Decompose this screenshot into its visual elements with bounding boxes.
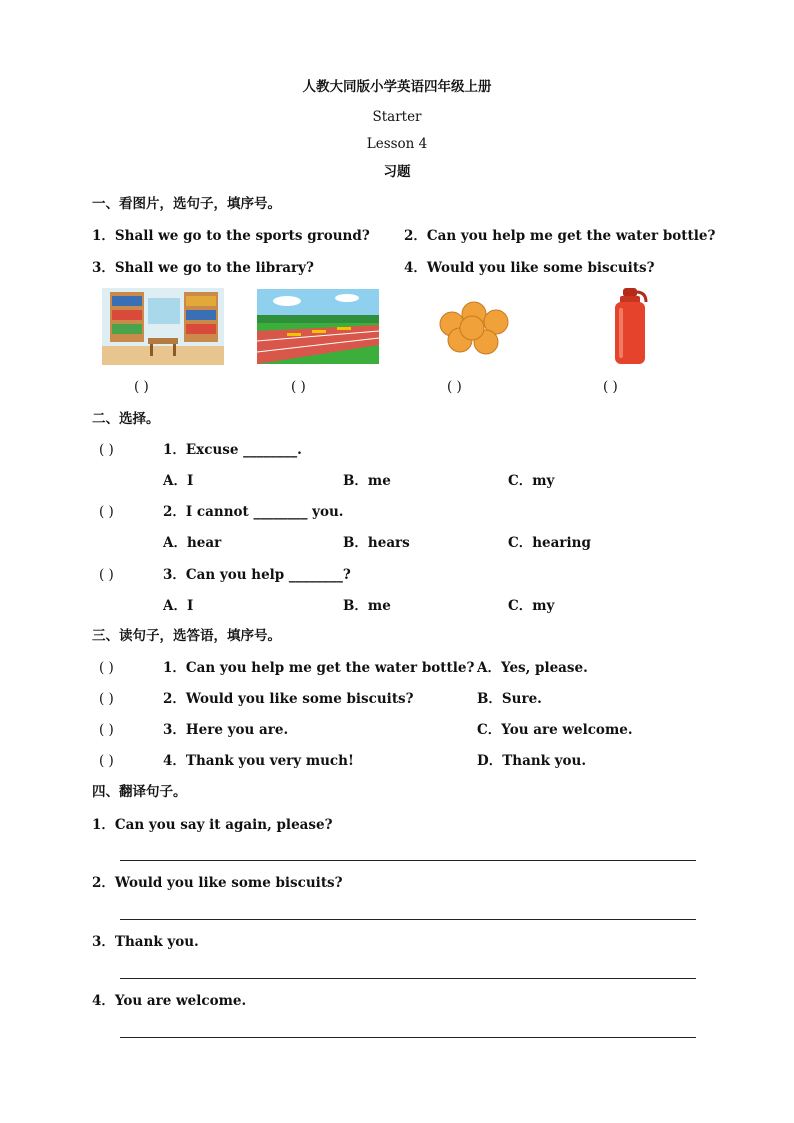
option-b: B．me: [343, 598, 391, 614]
answer-blank[interactable]: ( ): [99, 722, 114, 738]
answer-blank[interactable]: ( ): [99, 567, 114, 583]
answer-blank[interactable]: ( ): [99, 660, 114, 676]
answer-blank[interactable]: ( ): [447, 379, 462, 395]
match-answer: B．Sure.: [477, 691, 542, 707]
translate-item: 2．Would you like some biscuits?: [92, 875, 343, 891]
question-stem: 3．Can you help ________?: [163, 567, 351, 583]
match-question: 1．Can you help me get the water bottle?: [163, 660, 475, 676]
answer-blank[interactable]: ( ): [134, 379, 149, 395]
answer-line[interactable]: [120, 978, 696, 979]
option-c: C．my: [508, 598, 555, 614]
section2-heading: 二、选择。: [92, 411, 160, 427]
document-title: 人教大同版小学英语四年级上册: [302, 79, 492, 95]
match-answer: C．You are welcome.: [477, 722, 633, 738]
exercise-label: 习题: [383, 164, 411, 180]
option-a: A．I: [163, 473, 194, 489]
lesson-title: Lesson 4: [366, 136, 428, 152]
section4-heading: 四、翻译句子。: [92, 784, 187, 800]
answer-line[interactable]: [120, 1037, 696, 1038]
option-c: C．hearing: [508, 535, 591, 551]
section1-sentence: 4．Would you like some biscuits?: [404, 260, 655, 276]
option-b: B．hears: [343, 535, 410, 551]
answer-line[interactable]: [120, 919, 696, 920]
unit-title: Starter: [372, 109, 422, 125]
question-stem: 2．I cannot ________ you.: [163, 504, 344, 520]
match-question: 2．Would you like some biscuits?: [163, 691, 414, 707]
translate-item: 1．Can you say it again, please?: [92, 817, 333, 833]
translate-item: 4．You are welcome.: [92, 993, 247, 1009]
option-a: A．I: [163, 598, 194, 614]
section1-sentence: 3．Shall we go to the library?: [92, 260, 314, 276]
match-question: 3．Here you are.: [163, 722, 289, 738]
option-b: B．me: [343, 473, 391, 489]
answer-blank[interactable]: ( ): [99, 691, 114, 707]
match-question: 4．Thank you very much!: [163, 753, 354, 769]
question-stem: 1．Excuse ________.: [163, 442, 302, 458]
library-image: [102, 288, 224, 365]
section1-sentence: 1．Shall we go to the sports ground?: [92, 228, 370, 244]
section1-sentence: 2．Can you help me get the water bottle?: [404, 228, 716, 244]
option-c: C．my: [508, 473, 555, 489]
section1-heading: 一、看图片，选句子，填序号。: [92, 196, 281, 212]
answer-blank[interactable]: ( ): [99, 504, 114, 520]
answer-blank[interactable]: ( ): [99, 442, 114, 458]
option-a: A．hear: [163, 535, 222, 551]
sports-ground-image: [257, 289, 379, 364]
match-answer: D．Thank you.: [477, 753, 587, 769]
match-answer: A．Yes, please.: [477, 660, 588, 676]
biscuits-image: [430, 294, 516, 358]
answer-blank[interactable]: ( ): [603, 379, 618, 395]
section3-heading: 三、读句子，选答语，填序号。: [92, 628, 281, 644]
translate-item: 3．Thank you.: [92, 934, 199, 950]
water-bottle-image: [612, 286, 648, 366]
answer-line[interactable]: [120, 860, 696, 861]
answer-blank[interactable]: ( ): [99, 753, 114, 769]
answer-blank[interactable]: ( ): [291, 379, 306, 395]
